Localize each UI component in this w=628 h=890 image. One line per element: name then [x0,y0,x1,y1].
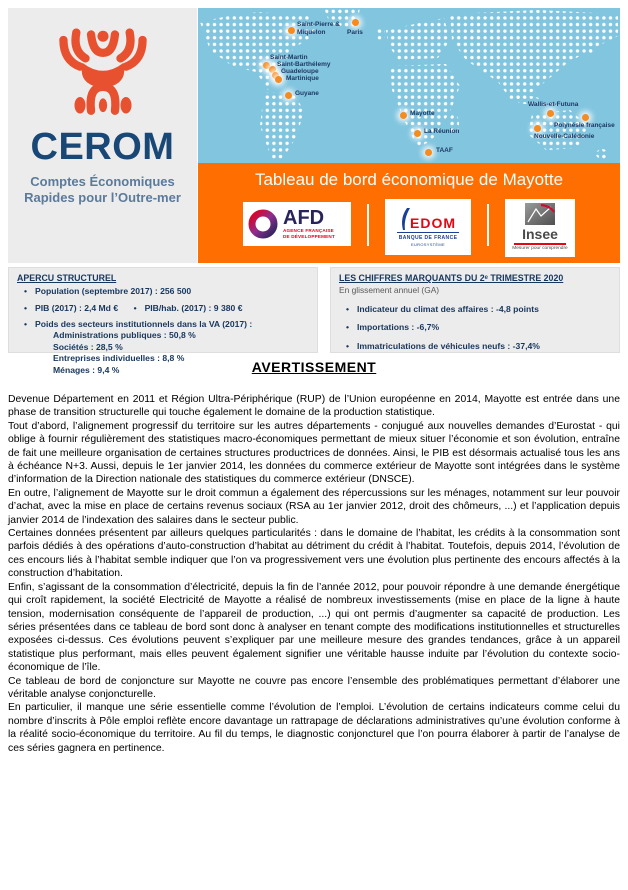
map-marker-mayotte [400,112,407,119]
brand-tagline [8,174,197,206]
apercu-subitem-societes: Sociétés : 28,5 % [53,341,123,352]
afd-logo [243,202,351,246]
map-label-wallis-et-futuna: Wallis-et-Futuna [528,101,579,108]
avertissement-heading: AVERTISSEMENT [251,359,377,375]
map-label-polynesie-francaise: Polynésie française [554,122,615,129]
paragraph: Ce tableau de bord de conjoncture sur Mayotte ne couvre pas encore l’ensemble des problématiques permettant d’élaborer une véritable analyse conjoncturelle. [8,675,620,700]
map-label-guadeloupe: Guadeloupe [281,68,319,75]
insee-rule [514,243,566,245]
iedom-quill-icon [400,208,410,230]
afd-wordmark [283,208,335,239]
cerom-brand-card [8,8,197,263]
avertissement-body [8,393,620,755]
brand-tagline-line2: Rapides pour l’Outre-mer [24,190,181,205]
apercu-item-population: • Population (septembre 2017) : 256 500 [17,286,309,296]
map-marker-polynesie-francaise [582,114,589,121]
map-marker-saint-pierre-et-miquelon [288,27,295,34]
map-marker-nouvelle-caledonie [534,125,541,132]
map-label-taaf: TAAF [436,147,453,154]
afd-name: AFD [283,207,325,230]
apercu-item-pib-hab: • PIB/hab. (2017) : 9 380 € [127,303,243,313]
logo-separator [487,204,489,246]
iedom-subtitle-line1: BANQUE DE FRANCE [398,234,458,241]
map-marker-martinique [275,76,282,83]
chiffres-subtitle: En glissement annuel (GA) [339,285,440,295]
apercu-subitem-menages: Ménages : 9,4 % [53,364,120,375]
iedom-wordmark [400,208,456,230]
insee-subtitle: Mesurer pour comprendre [512,246,568,251]
brand-tagline-line1: Comptes Économiques [30,174,175,189]
map-label-saint-pierre-et-miquelon: Saint-Pierre & Miquelon [297,21,340,36]
paragraph: Devenue Département en 2011 et Région Ultra-Périphérique (RUP) de l’Union européenne en 2014, Mayotte est entrée dans une phase de transition structurelle qui touche également le domaine de la production statistique. [8,394,620,419]
paragraph: Certaines données présentent par ailleurs quelques particularités : dans le domaine de l’habitat, les crédits à la consommation sont parfois dédiés à des opérations d’auto-construction d’habitat au détriment du crédit à l’habitat. Toutefois, depuis 2014, l’évolution de ces encours liés à l’habitat semble indiquer que l’on va progressivement vers une évolution plus pertinente des encours affectés à la construction d’habitation. [8,528,620,580]
chiffres-title: LES CHIFFRES MARQUANTS DU 2ᵉ TRIMESTRE 2020 [339,273,564,283]
map-marker-paris [352,19,359,26]
paragraph: En outre, l’alignement de Mayotte sur le droit commun a également des répercussions sur les ménages, notamment sur leur pouvoir d’achat, avec la mise en place de certains revenus sociaux (RSA au 1er janvier 2012, droit des chômeurs, ...) et l’application depuis janvier 2014 de l’indexation des salaires dans le secteur public. [8,487,620,526]
afd-subtitle-line1: AGENCE FRANÇAISE [283,228,334,234]
paragraph: Enfin, s’agissant de la consommation d’électricité, depuis la fin de l’année 2012, pour pouvoir répondre à une demande énergétique qui croît rapidement, la société Electricité de Mayotte a réalisé de nombreux investissements (mise en place de la ligne à haute tension, modernisation conséquente de l’appareil de production, ...) qui ont permis d’augmenter sa capacité de production. Les séries présentées dans ce tableau de bord sont donc à analyser en tenant compte des modifications institutionnelles et structurelles exposées ci-dessus. Ces évolutions peuvent s’expliquer par une meilleure mesure des grandes tendances, grâce à un appareil statistique plus performant, mais elles peuvent également signifier une véritable hausse induite par l’évolution du contexte socio-économique de l’île. [8,581,620,674]
afd-ring-icon [248,209,278,239]
insee-square-icon [524,202,556,226]
chiffres-item-importations: • Importations : -6,7% [339,322,611,332]
apercu-item-pib: • PIB (2017) : 2,4 Md € [17,303,118,313]
chiffres-item-immatriculations: • Immatriculations de véhicules neufs : -37,4% [339,341,611,351]
iedom-subtitle-line2: EUROSYSTÈME [411,241,445,247]
chiffres-item-climat-affaires: • Indicateur du climat des affaires : -4,8 points [339,304,611,314]
iedom-logo [385,199,471,255]
insee-name: Insee [522,226,558,242]
map-label-saint-barthelemy: Saint-Barthélemy [277,61,331,68]
brand-name: CEROM [30,126,175,168]
map-label-saint-martin: Saint-Martin [270,54,308,61]
apercu-subitem-entreprises: Entreprises individuelles : 8,8 % [53,353,185,363]
map-marker-wallis-et-futuna [547,110,554,117]
world-map [198,8,620,163]
paragraph: Tout d’abord, l’alignement progressif du territoire sur les autres départements - conjugué aux nouvelles demandes d’Eurostat - qui oblige à fournir régulièrement des statistiques macro-économiques permettant de mieux situer l’économie et son évolution, entraîne de fait une meilleure organisation de certaines structures productrices de données. Ainsi, le PIB est désormais actualisé tous les ans à échéance N+3. Aussi, depuis le 1er janvier 2014, les données du commerce extérieur de Mayotte sont intégrées dans le système d’information de la Direction nationale des statistiques du commerce extérieur (DNSCE). [8,420,620,486]
map-label-paris: Paris [347,29,363,36]
logo-separator [367,204,369,246]
map-label-la-reunion: La Réunion [424,128,460,135]
apercu-item-poids-secteurs: • Poids des secteurs institutionnels dans la VA (2017) : [17,319,309,329]
paragraph: En particulier, il manque une série essentielle comme l’évolution de l’emploi. L’évolution de certains indicateurs comme celui du nombre d’inscrits à Pôle emploi reflète encore davantage un rattrapage de déclarations administratives qu’une évolution conforme à la réalité socio-économique du territoire. Au fil du temps, le diagnostic conjoncturel que l’on pourra élaborer à partir de l’analyse de ces séries gagnera en pertinence. [8,702,620,754]
map-marker-la-reunion [414,130,421,137]
map-marker-guyane [285,92,292,99]
apercu-subitem-administrations: Administrations publiques : 50,8 % [53,330,196,340]
insee-logo [505,199,575,257]
chiffres-box [330,267,620,353]
partner-logos [198,196,620,257]
map-label-mayotte: Mayotte [410,110,435,117]
map-label-guyane: Guyane [295,90,319,97]
map-label-martinique: Martinique [286,75,319,82]
apercu-title: APERCU STRUCTUREL [17,273,117,283]
cerom-logo-icon [57,28,149,120]
report-title: Tableau de bord économique de Mayotte [254,170,564,189]
iedom-rule [397,232,459,233]
map-label-nouvelle-caledonie: Nouvelle-Calédonie [534,133,595,140]
iedom-name: EDOM [410,214,456,231]
map-marker-taaf [425,149,432,156]
title-banner [198,163,620,263]
afd-subtitle-line2: DE DÉVELOPPEMENT [283,234,335,239]
